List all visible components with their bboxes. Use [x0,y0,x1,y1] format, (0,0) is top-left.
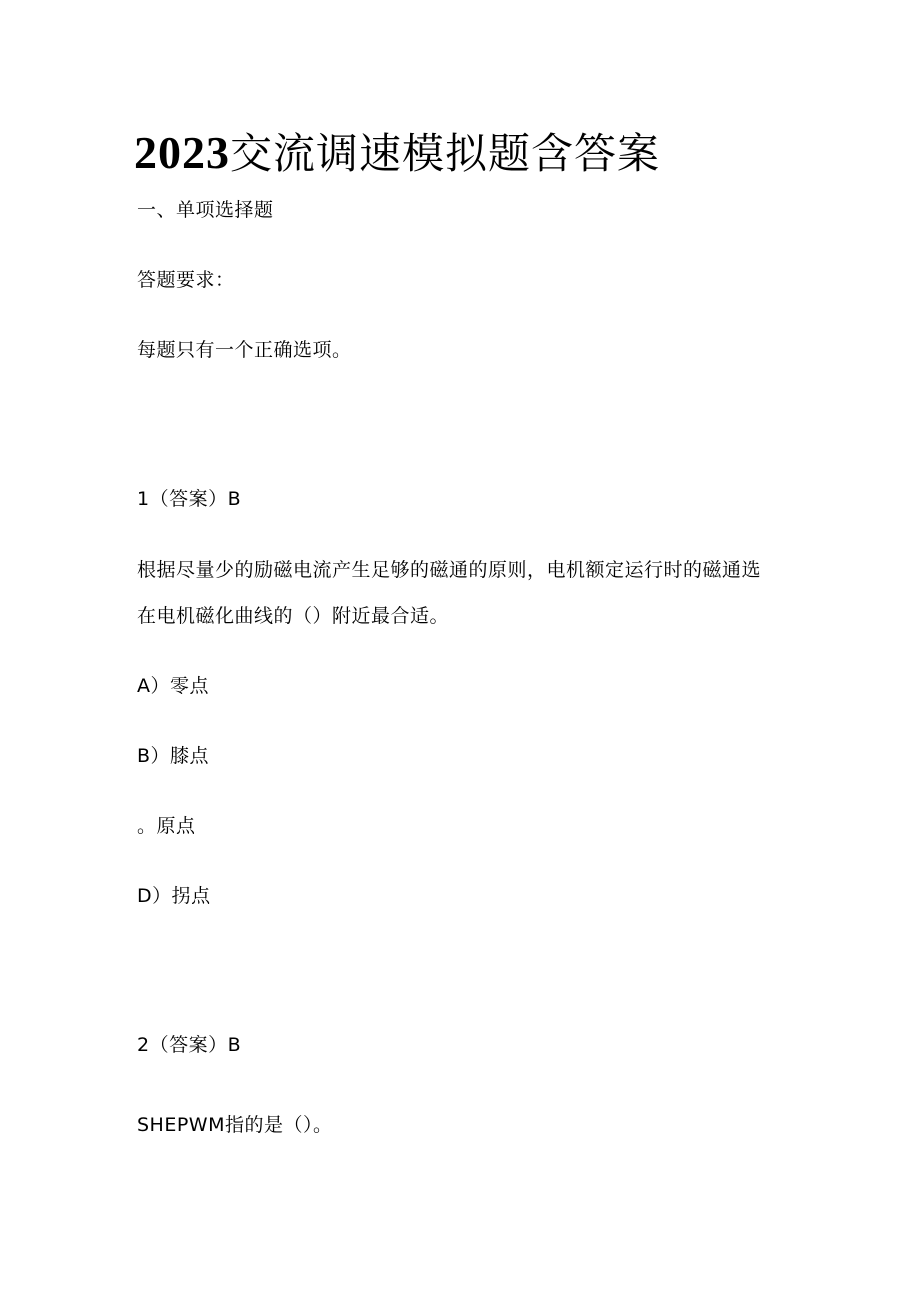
question-1-option-d: D）拐点 [137,885,211,907]
requirements-label: 答题要求： [137,269,235,291]
title-year: 2023 [134,127,230,178]
section-heading: 一、单项选择题 [137,199,274,221]
question-1-stem-line-1: 根据尽量少的励磁电流产生足够的磁通的原则，电机额定运行时的磁通选 [137,559,762,581]
question-1-option-c: 。原点 [137,815,196,837]
question-1-header: 1（答案）B [137,488,242,510]
question-1-option-b: B）膝点 [137,745,210,767]
requirements-text: 每题只有一个正确选项。 [137,339,352,361]
question-2-stem-line-1: SHEPWM指的是（）。 [137,1114,333,1136]
question-1-stem-line-2: 在电机磁化曲线的（）附近最合适。 [137,605,450,627]
document-title [134,126,660,181]
question-1-option-a: A）零点 [137,675,209,697]
question-2-header: 2（答案）B [137,1034,242,1056]
title-text: 交流调速模拟题含答案 [230,129,661,178]
